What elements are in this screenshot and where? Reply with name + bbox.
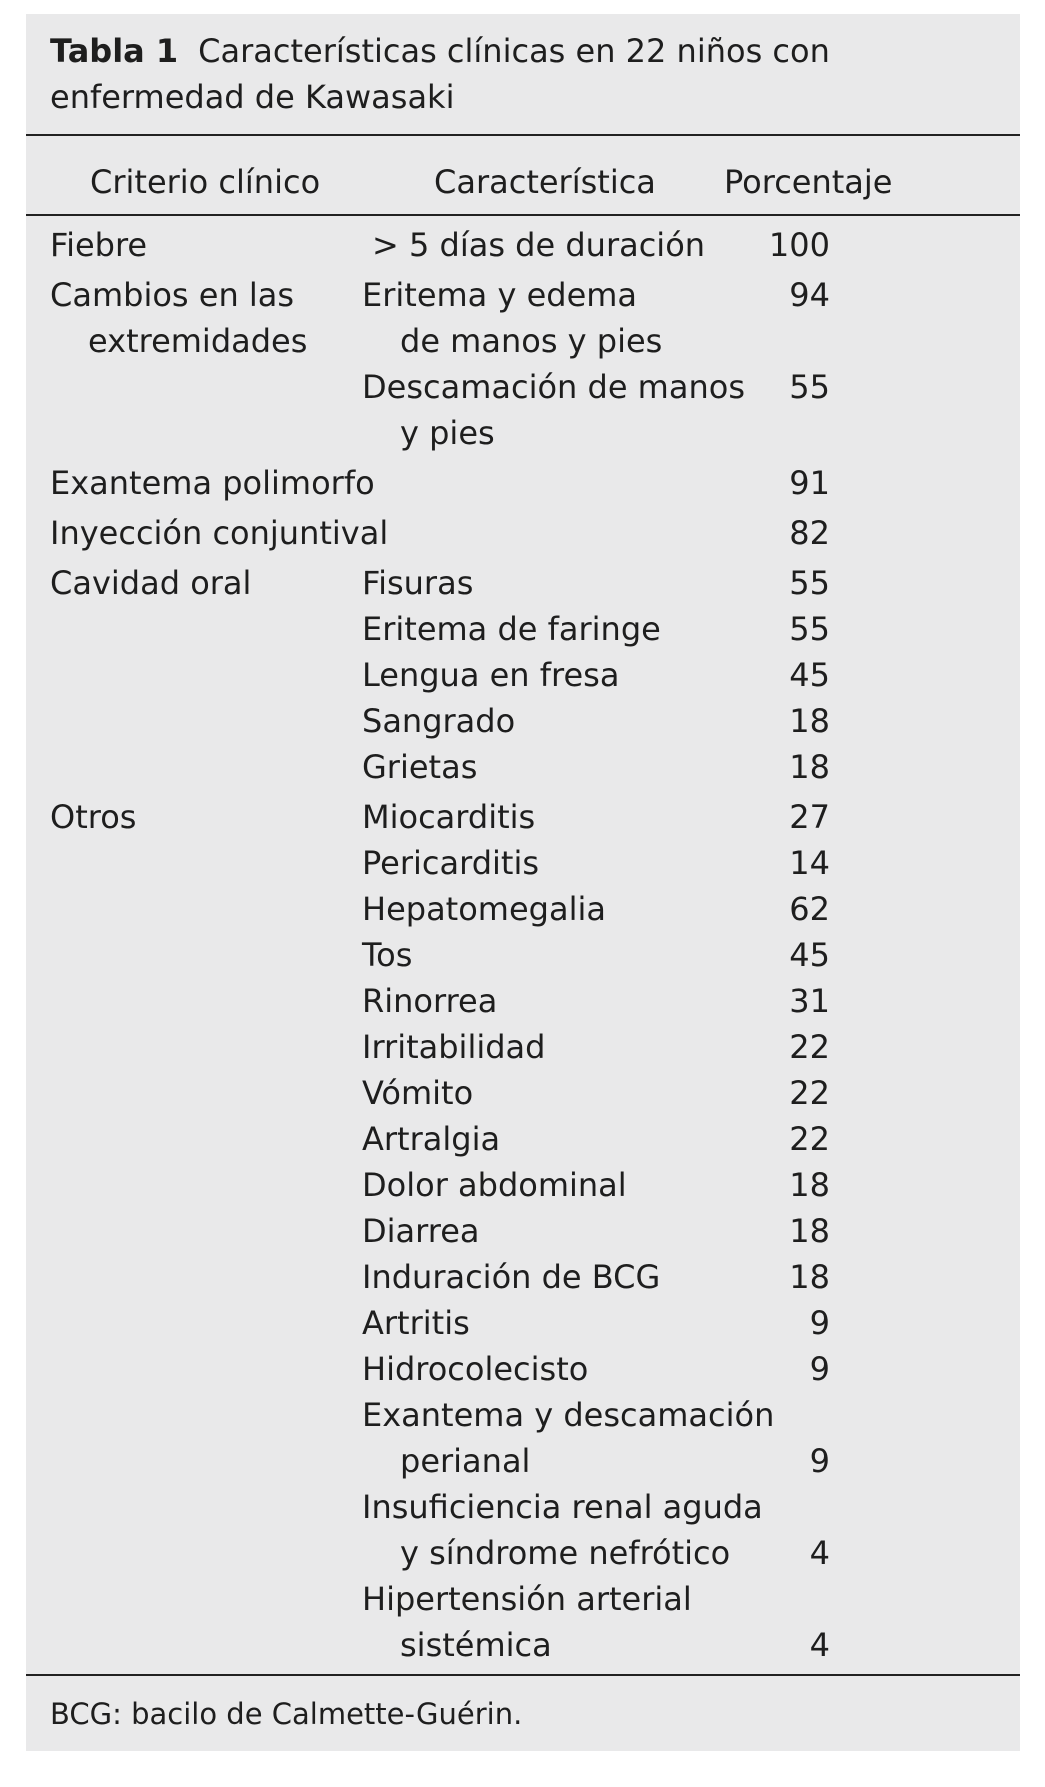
row-caracteristica: sistémica	[400, 1626, 552, 1664]
row-criterio: Cambios en las	[50, 276, 295, 314]
row-caracteristica: > 5 días de duración	[372, 226, 706, 264]
row-porcentaje: 9	[809, 1350, 830, 1388]
row-porcentaje: 18	[789, 1212, 830, 1250]
row-caracteristica: Descamación de manos	[362, 368, 745, 406]
row-caracteristica: Hepatomegalia	[362, 890, 606, 928]
table-panel	[26, 14, 1020, 1751]
row-porcentaje: 18	[789, 702, 830, 740]
row-porcentaje: 31	[789, 982, 830, 1020]
bottom-rule	[26, 1674, 1020, 1676]
row-porcentaje: 18	[789, 748, 830, 786]
row-caracteristica: Sangrado	[362, 702, 516, 740]
table-label: Tabla 1	[50, 32, 179, 70]
row-caracteristica: Diarrea	[362, 1212, 480, 1250]
row-criterio: Cavidad oral	[50, 564, 252, 602]
row-caracteristica: de manos y pies	[400, 322, 663, 360]
row-porcentaje: 55	[789, 368, 830, 406]
row-porcentaje: 22	[789, 1120, 830, 1158]
row-caracteristica: perianal	[400, 1442, 531, 1480]
row-caracteristica: Grietas	[362, 748, 478, 786]
table-footnote: BCG: bacilo de Calmette-Guérin.	[50, 1697, 523, 1731]
row-porcentaje: 62	[789, 890, 830, 928]
row-caracteristica: Pericarditis	[362, 844, 539, 882]
row-caracteristica: Vómito	[362, 1074, 474, 1112]
row-porcentaje: 22	[789, 1028, 830, 1066]
header-porcentaje: Porcentaje	[724, 163, 893, 201]
table-caption	[50, 28, 990, 120]
row-caracteristica: Eritema y edema	[362, 276, 638, 314]
row-porcentaje: 22	[789, 1074, 830, 1112]
top-rule	[26, 134, 1020, 136]
row-porcentaje: 45	[789, 936, 830, 974]
row-porcentaje: 94	[789, 276, 830, 314]
row-porcentaje: 45	[789, 656, 830, 694]
row-criterio: Inyección conjuntival	[50, 514, 389, 552]
row-caracteristica: y pies	[400, 414, 495, 452]
row-porcentaje: 27	[789, 798, 830, 836]
row-caracteristica: Dolor abdominal	[362, 1166, 627, 1204]
row-criterio: Fiebre	[50, 226, 148, 264]
row-caracteristica: y síndrome nefrótico	[400, 1534, 731, 1572]
header-rule	[26, 214, 1020, 216]
row-porcentaje: 9	[809, 1442, 830, 1480]
row-caracteristica: Induración de BCG	[362, 1258, 661, 1296]
row-caracteristica: Artralgia	[362, 1120, 501, 1158]
row-caracteristica: Tos	[362, 936, 413, 974]
row-porcentaje: 4	[809, 1626, 830, 1664]
row-porcentaje: 9	[809, 1304, 830, 1342]
header-caracteristica: Característica	[434, 163, 656, 201]
row-caracteristica: Rinorrea	[362, 982, 498, 1020]
row-caracteristica: Exantema y descamación	[362, 1396, 775, 1434]
row-criterio: extremidades	[88, 322, 308, 360]
row-caracteristica: Lengua en fresa	[362, 656, 620, 694]
row-criterio: Otros	[50, 798, 137, 836]
row-porcentaje: 100	[768, 226, 830, 264]
row-caracteristica: Insuficiencia renal aguda	[362, 1488, 763, 1526]
row-porcentaje: 4	[809, 1534, 830, 1572]
row-porcentaje: 91	[789, 464, 830, 502]
row-caracteristica: Eritema de faringe	[362, 610, 661, 648]
table-title: Características clínicas en 22 niños con enfermedad de Kawasaki	[50, 32, 830, 116]
row-caracteristica: Artritis	[362, 1304, 470, 1342]
row-porcentaje: 55	[789, 610, 830, 648]
row-porcentaje: 82	[789, 514, 830, 552]
row-porcentaje: 14	[789, 844, 830, 882]
row-porcentaje: 55	[789, 564, 830, 602]
row-porcentaje: 18	[789, 1166, 830, 1204]
row-caracteristica: Hipertensión arterial	[362, 1580, 692, 1618]
row-caracteristica: Irritabilidad	[362, 1028, 546, 1066]
row-caracteristica: Miocarditis	[362, 798, 536, 836]
row-criterio: Exantema polimorfo	[50, 464, 375, 502]
row-porcentaje: 18	[789, 1258, 830, 1296]
row-caracteristica: Hidrocolecisto	[362, 1350, 589, 1388]
row-caracteristica: Fisuras	[362, 564, 474, 602]
header-criterio: Criterio clínico	[90, 163, 321, 201]
